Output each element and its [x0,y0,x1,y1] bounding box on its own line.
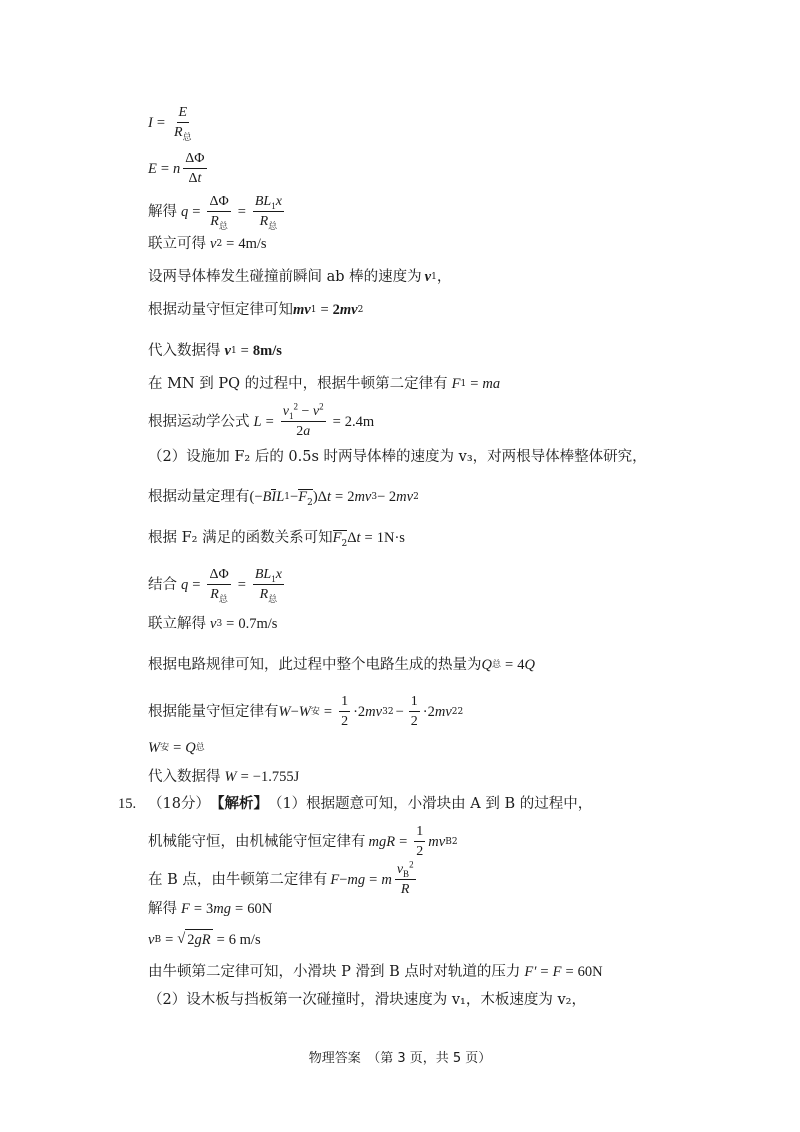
question-number: 15. [118,796,137,812]
line-text: 联立解得 [148,616,206,632]
formula-emf: E = n $\frac{\Delta\Phi}{\Delta t}$ [148,151,205,186]
result-work: 代入数据得 W = −1.755J [148,769,300,785]
text-line [148,990,586,1010]
formula-current: I = $\frac{E}{R_总}$ [148,105,192,142]
line-text: 在 MN 到 PQ 的过程中，根据牛顿第二定律有 [148,376,448,392]
value-v1: 8m/s [252,343,282,359]
value-vb: 6 m/s [228,931,261,948]
result-vb: v B = √ 2gR = 6 m/s [148,931,261,948]
line-text: 根据动量定理有 [148,489,250,505]
line-text: （2）设木板与挡板第一次碰撞时，滑块速度为 v₁，木板速度为 v₂， [148,992,586,1008]
result-pressure: 由牛顿第二定律可知，小滑块 P 滑到 B 点时对轨道的压力 F′ = F = 60N [148,964,603,980]
line-text: 由牛顿第二定律可知，小滑块 P 滑到 B 点时对轨道的压力 [148,964,521,980]
formula-charge-2: 结合 q = $\frac{\Delta\Phi}{R_总}$ = $\frac{BL_1x}{R_总}$ [148,567,282,604]
formula-work-heat: W 安 = Q 总 [148,740,205,756]
formula-newton-b: 在 B 点，由牛顿第二定律有 F − mg = m $\frac{v_B^2}{R}$ [148,859,414,897]
line-text: 结合 [148,576,177,593]
line-text: 根据运动学公式 [148,413,250,430]
result-v3: 联立解得 v 3 = 0.7m/s [148,616,278,632]
result-force: 解得 F = 3 mg = 60N [148,901,273,917]
value-f2dt: 1N·s [376,530,405,546]
line-text: 解得 [148,203,177,220]
line-text: 设两导体棒发生碰撞前瞬间 ab 棒的速度为 [148,269,422,285]
question-15-heading [118,794,592,814]
line-text: 解得 [148,901,177,917]
value-v2: 4m/s [238,236,267,252]
value-L: 2.4m [344,413,375,430]
formula-kinematics: 根据运动学公式 L = $\frac{v_1^2 - v^2}{2a}$ = 2.4m [148,401,375,439]
formula-charge: 解得 q = $\frac{\Delta\Phi}{R_总}$ = $\frac{BL_1x}{R_总}$ [148,194,282,231]
page-footer: 物理答案 （第 3 页，共 5 页） [308,1051,492,1066]
line-text: （1）根据题意可知，小滑块由 A 到 B 的过程中， [267,796,593,812]
result-v1: 代入数据得 v 1 = 8m/s [148,343,282,359]
formula-energy: 根据能量守恒定律有 W − W 安 = $\frac{1}{2}$ ·2 mv 3 2 − $\frac{1}{2}$ ·2 mv 2 2 [148,694,464,729]
text-line [148,447,647,467]
formula-impulse: 根据动量定理有 (− B I L 1 − $F_2$ )Δ t = 2 mv 3 − 2 mv 2 [148,489,419,508]
text-line: 设两导体棒发生碰撞前瞬间 ab 棒的速度为 v 1 ， [148,269,452,285]
line-text: 机械能守恒，由机械能守恒定律有 [148,833,366,850]
line-text: 代入数据得 [148,769,221,785]
line-text: 根据 F₂ 满足的函数关系可知 [148,530,333,546]
question-score: （18分） [148,796,210,812]
formula-momentum: 根据动量守恒定律可知 mv 1 = 2 mv 2 [148,302,364,318]
line-text: 根据动量守恒定律可知 [148,302,293,318]
line-text: 在 B 点，由牛顿第二定律有 [148,871,328,888]
formula-mech-energy: 机械能守恒，由机械能守恒定律有 mgR = $\frac{1}{2}$ mv B 2 [148,824,458,859]
line-text: 代入数据得 [148,343,221,359]
value-f-repeat: 60N [577,964,603,980]
value-w: −1.755J [252,769,300,785]
analysis-tag: 【解析】 [209,795,268,812]
value-f: 60N [247,901,273,917]
formula-newton: 在 MN 到 PQ 的过程中，根据牛顿第二定律有 F 1 = ma [148,376,501,392]
value-v3: 0.7m/s [238,616,278,632]
result-v2: 联立可得 v 2 = 4m/s [148,236,267,252]
line-text: 根据能量守恒定律有 [148,703,279,720]
formula-f2-impulse: 根据 F₂ 满足的函数关系可知 $F_2$ Δ t = 1N·s [148,530,405,549]
line-text: 联立可得 [148,236,206,252]
line-text: （2）设施加 F₂ 后的 0.5s 时两导体棒的速度为 v₃，对两根导体棒整体研究， [148,449,647,465]
line-text: 根据电路规律可知，此过程中整个电路生成的热量为 [148,657,482,673]
formula-heat: 根据电路规律可知，此过程中整个电路生成的热量为 Q 总 = 4 Q [148,657,535,673]
